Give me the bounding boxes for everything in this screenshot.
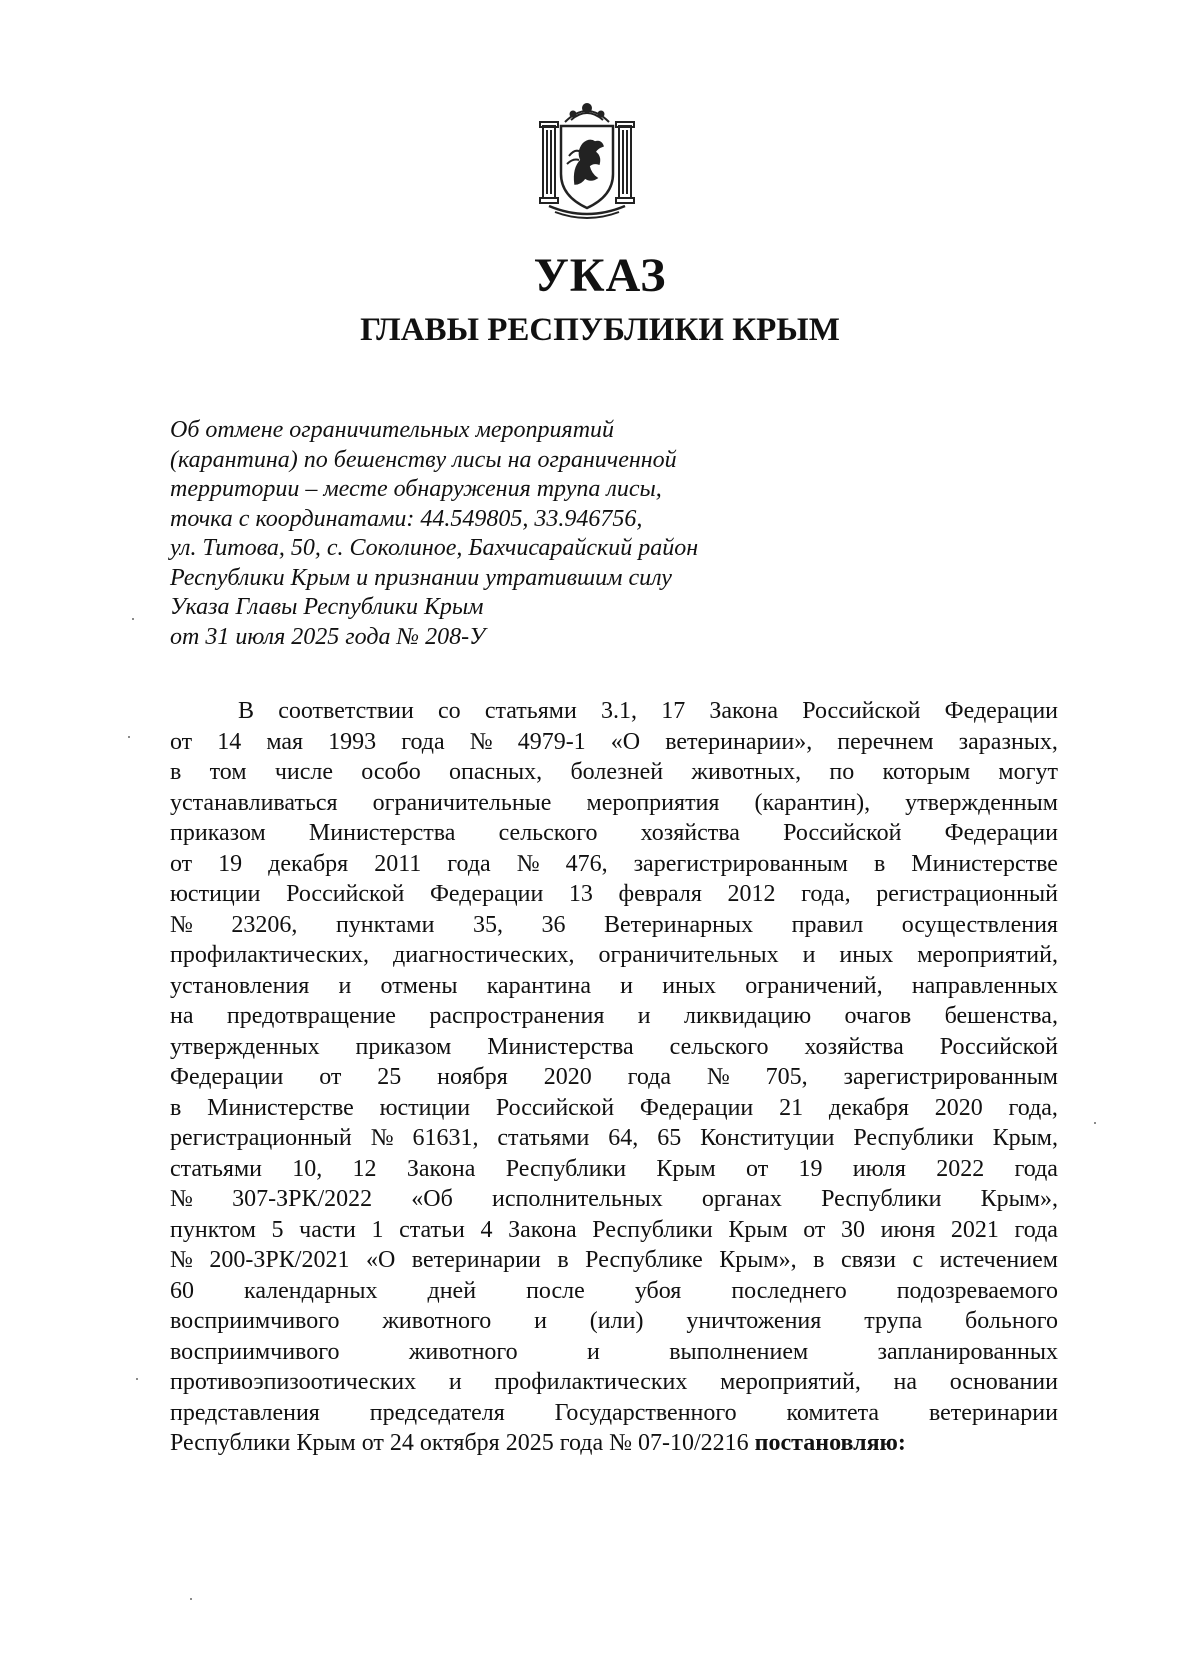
body-word: ликвидацию: [684, 1003, 812, 1029]
body-word: ветеринарии: [928, 1399, 1058, 1426]
body-word: №: [516, 850, 540, 877]
body-line: [170, 1245, 1058, 1276]
body-word: приказом: [170, 820, 266, 846]
body-word: очагов: [844, 1003, 912, 1029]
body-word: дней: [427, 1277, 477, 1304]
body-word: Федерации: [170, 1064, 284, 1090]
body-word: представления: [170, 1399, 320, 1426]
body-word: ноября: [437, 1064, 508, 1090]
body-word: выполнением: [669, 1338, 809, 1365]
body-word: Российской: [939, 1033, 1058, 1060]
body-word: февраля: [618, 881, 702, 907]
decree-heading: [170, 416, 810, 652]
body-word: 2011: [374, 850, 422, 877]
body-word: председателя: [369, 1399, 505, 1426]
body-word: от: [319, 1064, 342, 1090]
body-word: «О: [365, 1247, 396, 1273]
scan-speck: [128, 736, 130, 738]
body-word: 5: [271, 1216, 284, 1243]
body-word: регистрационный: [170, 1125, 352, 1151]
body-word: зарегистрированным: [843, 1064, 1058, 1090]
body-word: №: [706, 1064, 730, 1090]
body-word: правил: [791, 911, 864, 938]
body-word: перечнем: [837, 728, 934, 755]
body-word: и: [448, 1369, 462, 1395]
body-word: Федерации: [639, 1094, 754, 1121]
body-word: профилактических,: [170, 942, 370, 968]
body-word: бешенства,: [944, 1003, 1058, 1029]
body-line: [170, 1398, 1058, 1429]
body-word: Федерации: [944, 698, 1058, 724]
body-word: хозяйства: [640, 820, 740, 846]
body-word: «Об: [411, 1186, 453, 1212]
body-word: ветеринарии»,: [665, 728, 813, 755]
body-word: Российской: [783, 820, 902, 846]
body-word: Крым: [728, 1216, 788, 1243]
body-word: 36: [541, 911, 566, 938]
body-word: календарных: [244, 1277, 378, 1304]
body-word: юстиции: [379, 1094, 471, 1121]
body-word: 200-ЗРК/2021: [209, 1247, 350, 1273]
body-word: Министерстве: [207, 1094, 354, 1121]
body-word: 2022: [936, 1155, 985, 1182]
body-word: Крым»,: [719, 1247, 797, 1273]
body-word: года,: [1008, 1094, 1058, 1121]
body-word: животного: [408, 1338, 518, 1365]
body-last-line-text: Республики Крым от 24 октября 2025 года № 07-10/2216: [170, 1430, 749, 1456]
heading-line: Об отмене ограничительных мероприятий: [170, 417, 615, 443]
body-word: мероприятий,: [720, 1369, 861, 1395]
body-word: трупа: [864, 1308, 923, 1334]
body-word: 30: [841, 1216, 866, 1243]
body-line: [170, 696, 1058, 727]
body-word: года: [401, 728, 445, 755]
body-line: [170, 1032, 1058, 1063]
body-word: в: [557, 1247, 569, 1273]
body-word: в: [813, 1247, 825, 1273]
body-word: 19: [218, 850, 243, 877]
body-word: 705,: [765, 1064, 808, 1090]
body-word: Республики: [821, 1186, 942, 1212]
body-word: статьи: [399, 1216, 465, 1243]
body-word: сельского: [498, 820, 598, 846]
body-line: [170, 910, 1058, 941]
body-word: 65: [657, 1125, 682, 1151]
body-word: мероприятий,: [917, 942, 1058, 968]
body-word: года: [1014, 1216, 1058, 1243]
body-word: соответствии: [278, 698, 414, 724]
body-word: органах: [701, 1186, 782, 1212]
body-word: в: [170, 1094, 182, 1121]
body-word: иных: [839, 942, 894, 968]
body-word: особо: [361, 759, 421, 785]
body-word: последнего: [731, 1277, 847, 1304]
body-word: диагностических,: [393, 942, 575, 968]
body-word: со: [438, 698, 461, 724]
body-word: июня: [880, 1216, 936, 1243]
scan-speck: [136, 1378, 138, 1380]
body-word: в: [170, 759, 182, 785]
body-word: 60: [170, 1277, 194, 1304]
body-word: и: [587, 1338, 600, 1365]
body-word: числе: [274, 759, 334, 785]
crimea-coat-of-arms-icon: [535, 92, 639, 220]
body-word: Республики: [592, 1216, 713, 1243]
body-word: 12: [352, 1155, 377, 1182]
body-word: 2021: [950, 1216, 999, 1243]
body-word: (карантин),: [754, 789, 871, 816]
body-word: восприимчивого: [170, 1338, 340, 1365]
body-word: Российской: [802, 698, 921, 724]
body-line: [170, 1123, 1058, 1154]
body-word: Закона: [508, 1216, 577, 1243]
body-word: 21: [779, 1094, 804, 1121]
body-word: статьями: [484, 698, 577, 724]
body-word: 61631,: [412, 1125, 479, 1151]
body-word: отмены: [380, 972, 458, 999]
body-word: (или): [589, 1308, 644, 1334]
body-word: статьями: [497, 1125, 590, 1151]
heading-line: от 31 июля 2025 года № 208-У: [170, 623, 486, 650]
body-word: комитета: [786, 1399, 880, 1426]
body-word: юстиции: [170, 881, 261, 907]
body-word: Закона: [709, 698, 778, 724]
body-word: №: [370, 1125, 394, 1151]
body-word: утвержденных: [170, 1033, 320, 1060]
body-word: карантина: [486, 972, 591, 999]
body-word: заразных,: [958, 728, 1058, 755]
body-word: и: [802, 942, 816, 968]
body-word: опасных,: [449, 759, 543, 785]
heading-line: Указа Главы Республики Крым: [170, 594, 484, 620]
body-word: и: [620, 972, 634, 999]
body-word: 13: [568, 881, 593, 907]
body-word: на: [170, 1003, 194, 1029]
body-word: №: [170, 1247, 193, 1273]
body-word: от: [170, 728, 193, 755]
body-word: 4: [480, 1216, 493, 1243]
body-word: утвержденным: [905, 789, 1058, 816]
body-word: исполнительных: [492, 1186, 663, 1212]
body-word: приказом: [355, 1033, 452, 1060]
body-word: 476,: [565, 850, 608, 877]
scan-speck: [132, 618, 134, 620]
body-word: профилактических: [494, 1369, 688, 1395]
body-word: Конституции: [700, 1125, 835, 1151]
body-word: №: [170, 911, 193, 938]
body-word: Республике: [585, 1247, 703, 1273]
body-word: и: [338, 972, 352, 999]
body-last-line: [170, 1428, 1058, 1459]
body-word: пунктами: [335, 911, 435, 938]
body-word: связи: [840, 1247, 896, 1273]
body-line: [170, 1337, 1058, 1368]
body-line: [170, 1001, 1058, 1032]
body-word: Министерства: [308, 820, 456, 846]
body-word: №: [170, 1186, 193, 1212]
body-word: пунктом: [170, 1216, 256, 1243]
body-word: Закона: [406, 1155, 476, 1182]
body-word: года: [447, 850, 491, 877]
body-word: осуществления: [901, 911, 1058, 938]
body-line: [170, 1276, 1058, 1307]
body-word: ветеринарии: [411, 1247, 541, 1273]
body-word: от: [803, 1216, 826, 1243]
body-word: на: [893, 1369, 918, 1395]
body-word: убоя: [634, 1277, 682, 1304]
resolution-keyword: постановляю:: [754, 1430, 906, 1456]
body-word: регистрационный: [876, 881, 1058, 907]
body-line: [170, 1306, 1058, 1337]
body-word: Министерства: [487, 1033, 634, 1060]
body-word: в: [873, 850, 886, 877]
body-word: уничтожения: [686, 1308, 822, 1334]
body-word: которым: [882, 759, 971, 785]
body-word: 23206,: [231, 911, 298, 938]
heading-line: Республики Крым и признании утратившим силу: [170, 564, 672, 591]
body-word: хозяйства: [804, 1033, 904, 1060]
body-word: года,: [801, 881, 851, 907]
body-word: восприимчивого: [170, 1308, 340, 1334]
body-word: после: [526, 1277, 585, 1304]
body-line: [170, 1093, 1058, 1124]
body-word: 35,: [472, 911, 503, 938]
body-word: 14: [217, 728, 242, 755]
body-word: ограничительных: [598, 942, 779, 968]
body-word: 3.1,: [601, 698, 637, 724]
heading-line: (карантина) по бешенству лисы на ограниченной: [170, 446, 677, 473]
body-word: 1993: [328, 728, 377, 755]
body-line: [170, 879, 1058, 910]
body-word: Российской: [495, 1094, 615, 1121]
body-word: года: [627, 1064, 671, 1090]
body-word: 2012: [727, 881, 776, 907]
body-word: сельского: [669, 1033, 769, 1060]
body-line: [170, 971, 1058, 1002]
body-word: Крым»,: [980, 1186, 1058, 1212]
body-line: [170, 788, 1058, 819]
body-word: больного: [965, 1308, 1058, 1334]
heading-line: территории – месте обнаружения трупа лисы,: [170, 476, 662, 502]
body-word: установления: [170, 972, 310, 999]
body-word: предотвращение: [226, 1003, 396, 1029]
body-word: ограничений,: [745, 972, 883, 999]
body-word: и: [637, 1003, 651, 1029]
body-word: Федерации: [944, 820, 1058, 846]
body-word: запланированных: [877, 1338, 1058, 1365]
body-word: 25: [377, 1064, 402, 1090]
body-word: от: [170, 850, 193, 877]
body-line: [170, 1367, 1058, 1398]
document-title: УКАЗ: [533, 249, 667, 302]
body-word: с: [912, 1247, 924, 1273]
body-line: [170, 940, 1058, 971]
body-word: 1: [371, 1216, 384, 1243]
scan-speck: [190, 1598, 192, 1600]
body-word: животного: [382, 1308, 492, 1334]
body-line: [170, 1184, 1058, 1215]
body-word: 10,: [292, 1155, 323, 1182]
body-word: Ветеринарных: [603, 911, 754, 938]
body-word: Крым: [656, 1155, 716, 1182]
body-word: Министерстве: [911, 850, 1058, 877]
body-word: 64,: [608, 1125, 639, 1151]
body-word: мая: [266, 728, 304, 755]
document-subtitle: ГЛАВЫ РЕСПУБЛИКИ КРЫМ: [360, 312, 840, 348]
body-word: 19: [798, 1155, 823, 1182]
body-line: [170, 727, 1058, 758]
body-word: статьями: [170, 1155, 262, 1182]
scan-speck: [1094, 1122, 1096, 1124]
body-word: от: [746, 1155, 769, 1182]
body-word: мероприятия: [586, 789, 720, 816]
body-word: 2020: [934, 1094, 983, 1121]
body-word: иных: [662, 972, 717, 999]
body-word: №: [469, 728, 493, 755]
body-word: болезней: [570, 759, 664, 785]
body-word: животных,: [691, 759, 802, 785]
body-word: по: [829, 759, 855, 785]
body-word: июля: [852, 1155, 906, 1182]
body-word: устанавливаться: [170, 789, 338, 816]
body-word: В: [238, 698, 255, 724]
body-word: 307-ЗРК/2022: [232, 1186, 373, 1212]
body-line: [170, 757, 1058, 788]
decree-body: [170, 696, 1058, 1459]
body-line: [170, 849, 1058, 880]
body-word: Республики: [853, 1125, 974, 1151]
body-word: том: [209, 759, 247, 785]
body-word: Российской: [286, 881, 405, 907]
body-word: противоэпизоотических: [170, 1369, 417, 1395]
body-line: [170, 1154, 1058, 1185]
body-word: подозреваемого: [896, 1277, 1058, 1304]
body-word: «О: [610, 728, 641, 755]
body-word: Государственного: [554, 1399, 737, 1426]
body-line: [170, 1215, 1058, 1246]
body-word: декабря: [268, 850, 349, 877]
body-line: [170, 1062, 1058, 1093]
body-word: 17: [661, 698, 686, 724]
body-word: Республики: [505, 1155, 627, 1182]
body-word: направленных: [911, 972, 1058, 999]
body-word: 2020: [543, 1064, 592, 1090]
body-word: декабря: [828, 1094, 909, 1121]
body-word: Федерации: [429, 881, 544, 907]
heading-line: точка с координатами: 44.549805, 33.946756,: [170, 505, 643, 532]
body-word: основании: [949, 1369, 1058, 1395]
body-word: могут: [998, 759, 1058, 785]
body-word: истечением: [939, 1247, 1058, 1273]
body-word: распространения: [429, 1003, 605, 1029]
body-line: [170, 818, 1058, 849]
body-word: года: [1014, 1155, 1058, 1182]
body-word: Крым,: [992, 1125, 1058, 1151]
body-word: и: [534, 1308, 547, 1334]
body-word: ограничительные: [372, 789, 552, 816]
heading-line: ул. Титова, 50, с. Соколиное, Бахчисарайский район: [170, 535, 699, 561]
body-word: части: [299, 1216, 356, 1243]
body-word: зарегистрированным: [633, 850, 848, 877]
body-word: 4979-1: [517, 728, 586, 755]
